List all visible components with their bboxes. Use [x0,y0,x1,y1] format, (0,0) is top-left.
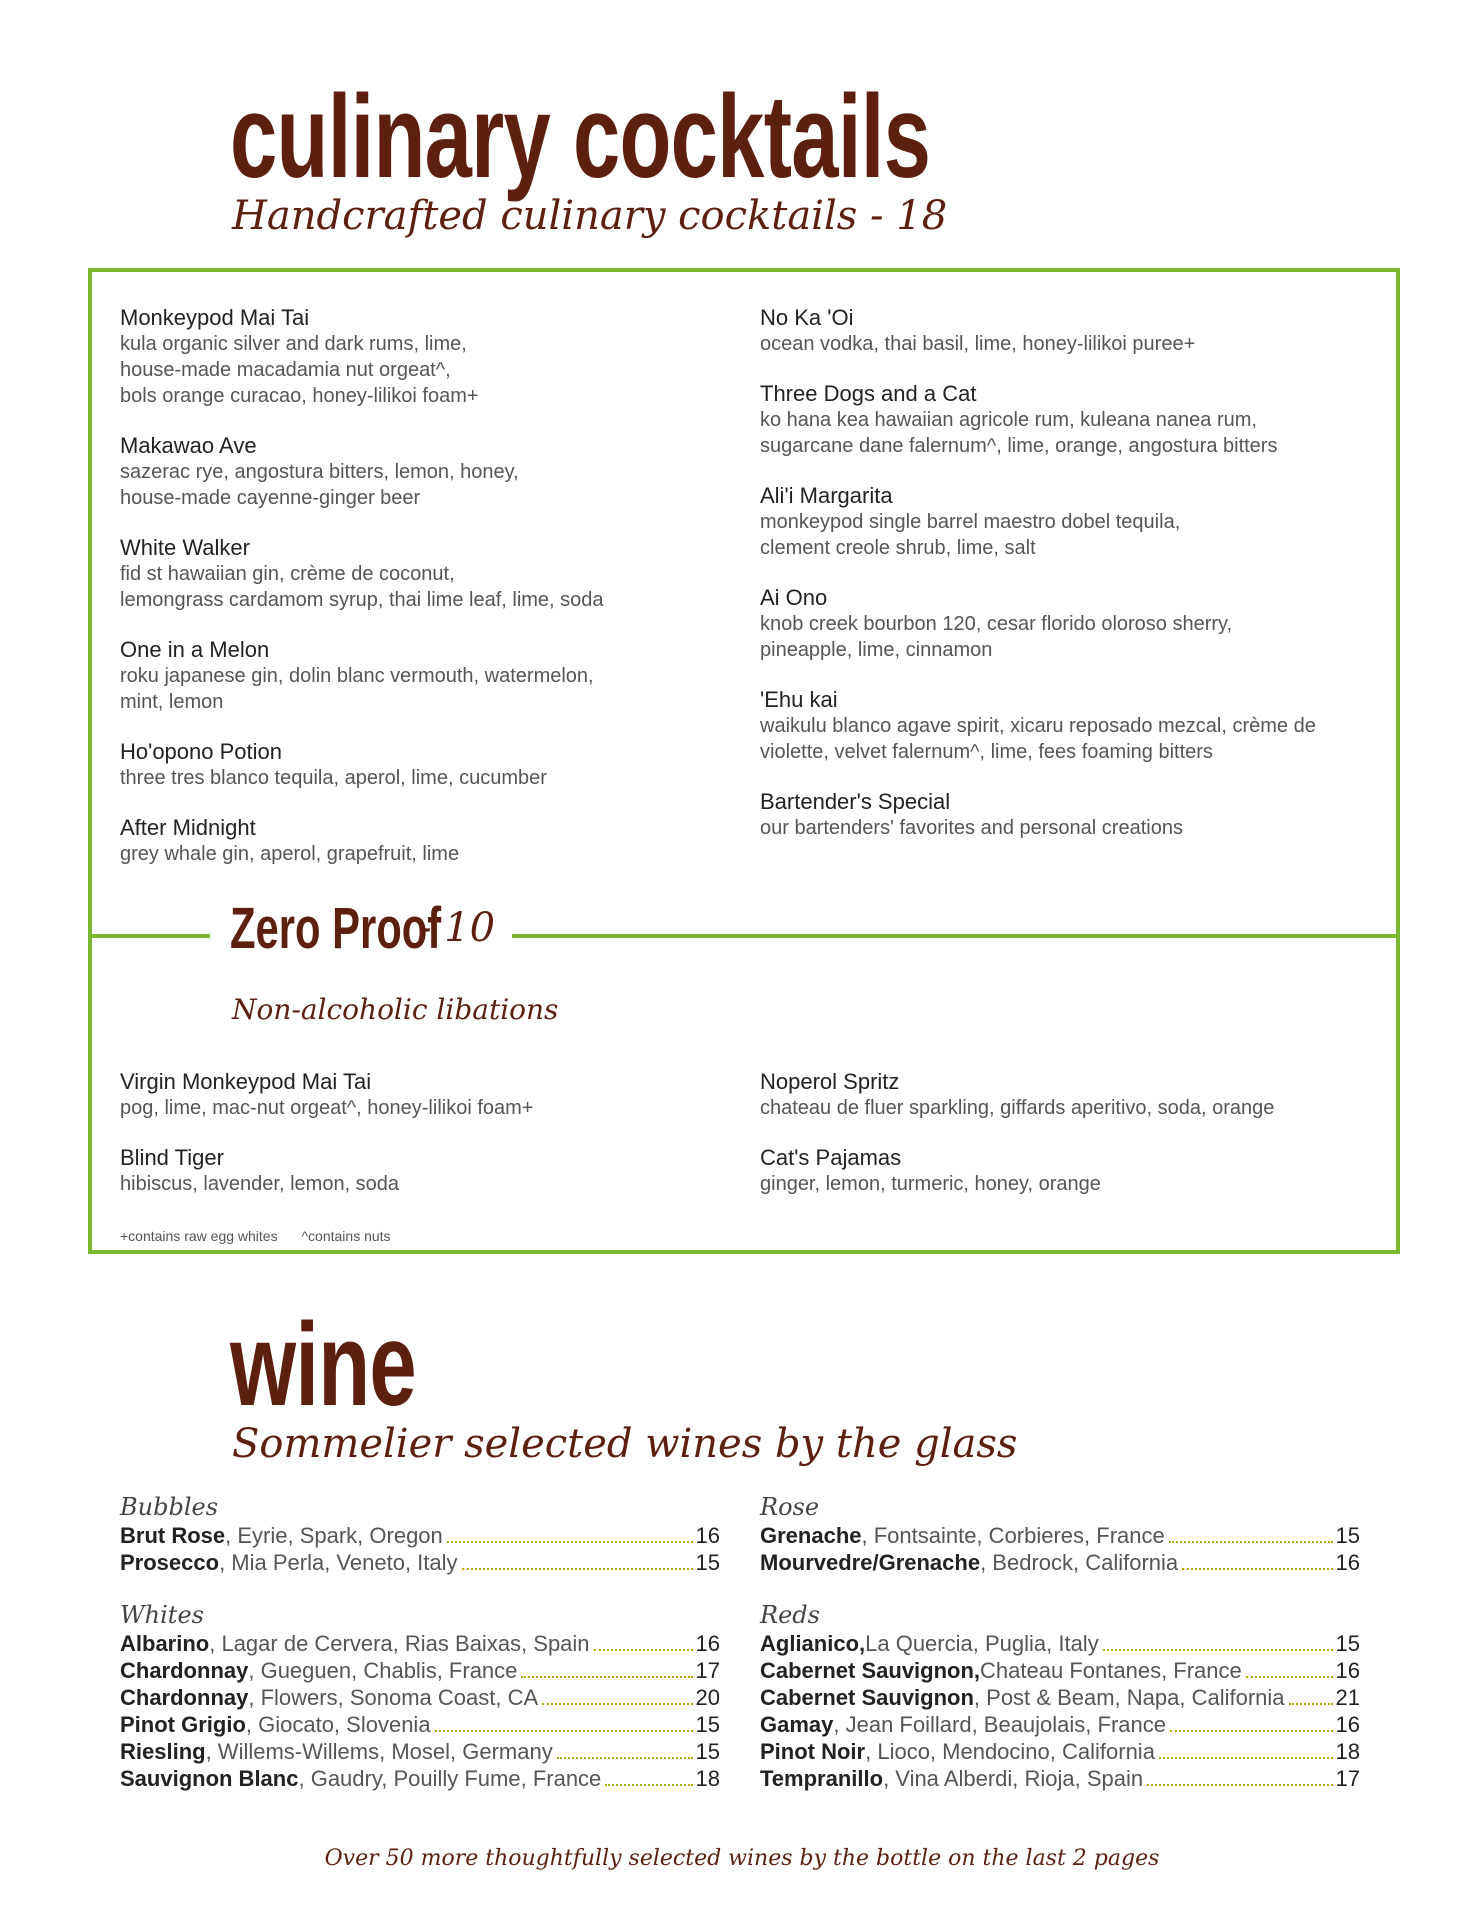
cocktails-left-column [120,304,680,890]
menu-item-name: Noperol Spritz [760,1069,900,1094]
menu-item-name: Cat's Pajamas [760,1145,902,1170]
menu-item-name: Three Dogs and a Cat [760,381,977,406]
wine-producer-region: , Willems-Willems, Mosel, Germany [205,1739,553,1764]
wine-price: 20 [695,1685,720,1710]
wine-row [120,1657,720,1684]
dot-leader [542,1703,692,1705]
wine-price: 16 [1335,1550,1360,1575]
wine-producer-region: , Vina Alberdi, Rioja, Spain [883,1766,1144,1791]
menu-item [760,1068,1380,1121]
menu-item [760,584,1380,663]
wine-row [120,1684,720,1711]
menu-item-description: waikulu blanco agave spirit, xicaru reposado mezcal, crème de [760,715,1316,737]
menu-item-name: Bartender's Special [760,789,951,814]
wine-producer-region: , Jean Foillard, Beaujolais, France [833,1712,1167,1737]
dot-leader [605,1784,692,1786]
menu-item-description: pineapple, lime, cinnamon [760,639,993,661]
cocktails-right-column [760,304,1380,864]
wine-producer-region: , Gaudry, Pouilly Fume, France [298,1766,602,1791]
menu-item-description: ocean vodka, thai basil, lime, honey-lilikoi puree+ [760,333,1196,355]
wine-price: 16 [1335,1712,1360,1737]
dot-leader [1182,1568,1332,1570]
menu-item-name: Makawao Ave [120,433,257,458]
wine-group [120,1494,720,1576]
wine-varietal: Riesling [120,1739,206,1764]
menu-item-description: roku japanese gin, dolin blanc vermouth, watermelon, [120,665,594,687]
zero-proof-left-column [120,1068,680,1220]
menu-item-description: our bartenders' favorites and personal creations [760,817,1183,839]
menu-item-description: monkeypod single barrel maestro dobel tequila, [760,511,1181,533]
wine-varietal: Chardonnay [120,1658,249,1683]
menu-item-name: 'Ehu kai [760,687,838,712]
menu-item-description: grey whale gin, aperol, grapefruit, lime [120,843,460,865]
menu-item-name: Monkeypod Mai Tai [120,305,310,330]
menu-item-description: mint, lemon [120,691,224,713]
wine-price: 21 [1335,1685,1360,1710]
wine-price: 17 [695,1658,720,1683]
menu-item-name: Blind Tiger [120,1145,224,1170]
wine-price: 16 [1335,1658,1360,1683]
wine-category: Rose [760,1493,820,1521]
menu-item [120,432,680,511]
bottle-list-note: Over 50 more thoughtfully selected wines by the bottle on the last 2 pages [324,1846,1160,1871]
wine-left-column [120,1494,720,1818]
footnote-egg: +contains raw egg whites [120,1228,278,1244]
wine-producer-region: , Lagar de Cervera, Rias Baixas, Spain [209,1631,590,1656]
wine-producer-region: La Quercia, Puglia, Italy [865,1631,1099,1656]
dot-leader [447,1541,693,1543]
wine-varietal: Cabernet Sauvignon [760,1685,974,1710]
wine-producer-region: , Flowers, Sonoma Coast, CA [248,1685,539,1710]
wine-row [120,1630,720,1657]
zero-proof-divider-left [88,934,210,938]
menu-item-description: ko hana kea hawaiian agricole rum, kuleana nanea rum, [760,409,1257,431]
wine-price: 18 [695,1766,720,1791]
menu-item-description: house-made macadamia nut orgeat^, [120,359,451,381]
menu-item [120,636,680,715]
menu-item-description: bols orange curacao, honey-lilikoi foam+ [120,385,479,407]
menu-item-description: chateau de fluer sparkling, giffards aperitivo, soda, orange [760,1097,1275,1119]
wine-varietal: Mourvedre/Grenache [760,1550,981,1575]
cocktails-title: culinary cocktails [230,71,931,203]
dot-leader [1170,1730,1333,1732]
zero-proof-subtitle: Non-alcoholic libations [232,993,559,1026]
wine-varietal: Albarino [120,1631,210,1656]
wine-producer-region: , Fontsainte, Corbieres, France [861,1523,1165,1548]
wine-title: wine [230,1299,416,1431]
wine-producer-region: , Mia Perla, Veneto, Italy [219,1550,458,1575]
menu-item [760,380,1380,459]
wine-row [120,1738,720,1765]
wine-varietal: Gamay [760,1712,834,1737]
menu-item [760,686,1380,765]
wine-row [760,1630,1360,1657]
wine-varietal: Pinot Grigio [120,1712,246,1737]
menu-item [120,738,680,791]
wine-category: Reds [760,1601,820,1629]
footnotes [120,1228,411,1244]
menu-item-description: pog, lime, mac-nut orgeat^, honey-lilikoi foam+ [120,1097,534,1119]
wine-group [760,1494,1360,1576]
menu-item-name: Virgin Monkeypod Mai Tai [120,1069,372,1094]
menu-item-name: After Midnight [120,815,256,840]
menu-item-description: house-made cayenne-ginger beer [120,487,421,509]
dot-leader [1103,1649,1333,1651]
menu-item [120,534,680,613]
dot-leader [521,1676,692,1678]
menu-item-description: clement creole shrub, lime, salt [760,537,1036,559]
wine-price: 15 [695,1550,720,1575]
menu-item-description: sazerac rye, angostura bitters, lemon, honey, [120,461,519,483]
wine-subtitle: Sommelier selected wines by the glass [232,1421,1018,1467]
dot-leader [1159,1757,1333,1759]
menu-item-description: knob creek bourbon 120, cesar florido oloroso sherry, [760,613,1233,635]
wine-varietal: Aglianico, [760,1631,866,1656]
dot-leader [1147,1784,1332,1786]
menu-item [760,1144,1380,1197]
menu-item-name: White Walker [120,535,250,560]
wine-row [120,1549,720,1576]
dot-leader [1169,1541,1333,1543]
wine-price: 16 [695,1631,720,1656]
wine-row [760,1549,1360,1576]
wine-price: 15 [1335,1631,1360,1656]
wine-varietal: Prosecco [120,1550,220,1575]
menu-item-description: hibiscus, lavender, lemon, soda [120,1173,400,1195]
menu-item-description: lemongrass cardamom syrup, thai lime leaf, lime, soda [120,589,604,611]
dot-leader [557,1757,693,1759]
wine-group [760,1602,1360,1792]
wine-category: Whites [120,1601,204,1629]
wine-price: 16 [695,1523,720,1548]
cocktails-subtitle: Handcrafted culinary cocktails - 18 [232,193,948,239]
zero-proof-title: Zero Proof [230,896,442,961]
wine-varietal: Tempranillo [760,1766,884,1791]
menu-item [760,482,1380,561]
wine-varietal: Grenache [760,1523,862,1548]
menu-item [760,304,1380,357]
wine-varietal: Pinot Noir [760,1739,866,1764]
menu-item [760,788,1380,841]
dot-leader [1246,1676,1333,1678]
wine-varietal: Chardonnay [120,1685,249,1710]
menu-item-name: Ai Ono [760,585,828,610]
menu-item-description: three tres blanco tequila, aperol, lime, cucumber [120,767,547,789]
wine-producer-region: , Lioco, Mendocino, California [865,1739,1155,1764]
wine-category: Bubbles [120,1493,219,1521]
wine-varietal: Sauvignon Blanc [120,1766,299,1791]
menu-item [120,1068,680,1121]
menu-item-name: No Ka 'Oi [760,305,854,330]
wine-producer-region: , Bedrock, California [980,1550,1179,1575]
zero-proof-divider-right [512,934,1400,938]
wine-producer-region: , Eyrie, Spark, Oregon [225,1523,443,1548]
menu-item [120,1144,680,1197]
wine-varietal: Brut Rose [120,1523,226,1548]
zero-proof-price: - 10 [418,905,496,951]
dot-leader [435,1730,693,1732]
wine-row [760,1657,1360,1684]
wine-row [760,1738,1360,1765]
wine-varietal: Cabernet Sauvignon, [760,1658,981,1683]
wine-producer-region: , Gueguen, Chablis, France [248,1658,518,1683]
wine-row [760,1684,1360,1711]
wine-group [120,1602,720,1792]
menu-item-description: fid st hawaiian gin, crème de coconut, [120,563,455,585]
wine-producer-region: Chateau Fontanes, France [980,1658,1242,1683]
wine-price: 15 [695,1739,720,1764]
menu-item [120,814,680,867]
menu-item-name: Ali'i Margarita [760,483,893,508]
wine-price: 15 [695,1712,720,1737]
dot-leader [1289,1703,1333,1705]
wine-right-column [760,1494,1360,1818]
menu-item-description: kula organic silver and dark rums, lime, [120,333,467,355]
menu-item-description: ginger, lemon, turmeric, honey, orange [760,1173,1101,1195]
menu-item-description: violette, velvet falernum^, lime, fees foaming bitters [760,741,1213,763]
wine-row [120,1522,720,1549]
dot-leader [462,1568,693,1570]
wine-producer-region: , Post & Beam, Napa, California [973,1685,1285,1710]
menu-item-name: One in a Melon [120,637,270,662]
menu-item-description: sugarcane dane falernum^, lime, orange, angostura bitters [760,435,1278,457]
wine-row [120,1765,720,1792]
menu-item [120,304,680,409]
dot-leader [594,1649,693,1651]
wine-price: 15 [1335,1523,1360,1548]
footnote-nuts: ^contains nuts [301,1228,391,1244]
wine-row [760,1522,1360,1549]
wine-price: 18 [1335,1739,1360,1764]
wine-producer-region: , Giocato, Slovenia [245,1712,431,1737]
wine-row [760,1765,1360,1792]
wine-row [120,1711,720,1738]
wine-row [760,1711,1360,1738]
wine-price: 17 [1335,1766,1360,1791]
zero-proof-right-column [760,1068,1380,1220]
menu-item-name: Ho'opono Potion [120,739,282,764]
